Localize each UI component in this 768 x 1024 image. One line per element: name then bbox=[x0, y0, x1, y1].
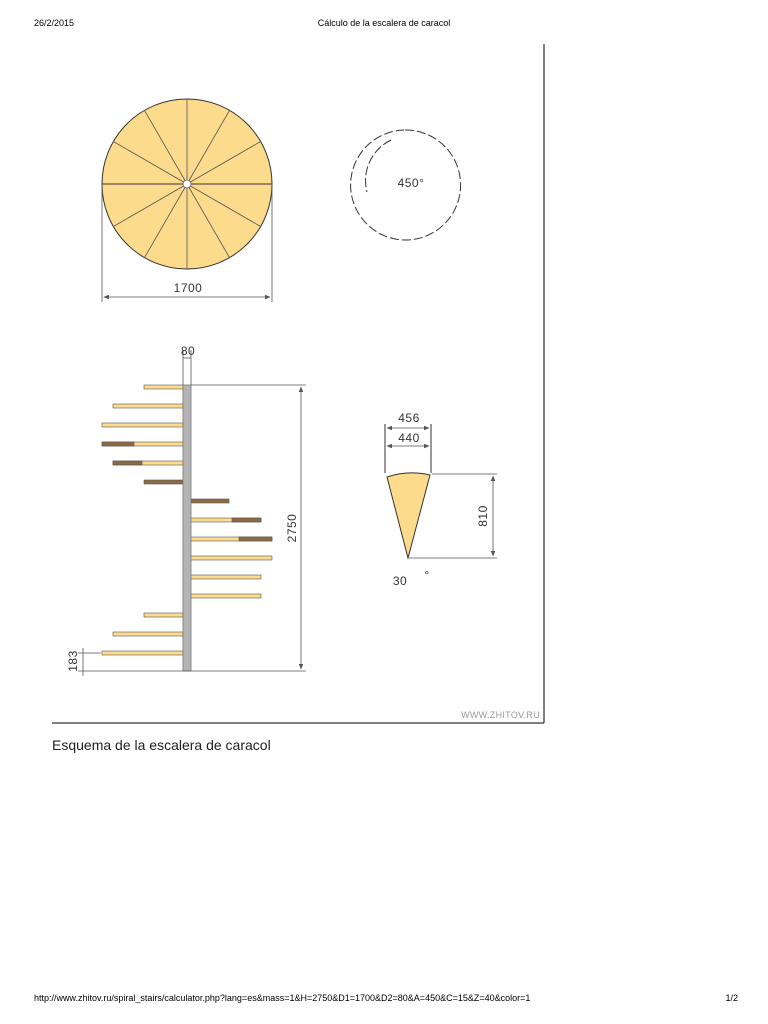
turn-angle-label: 450° bbox=[397, 176, 425, 190]
height-label: 2750 bbox=[285, 513, 299, 543]
stair-step bbox=[189, 594, 261, 598]
tread-detail bbox=[385, 411, 497, 588]
tread-inner-width-label: 440 bbox=[398, 431, 420, 445]
print-date: 26/2/2015 bbox=[34, 18, 75, 28]
stair-step bbox=[144, 385, 183, 389]
stair-step bbox=[189, 556, 272, 560]
stair-step bbox=[144, 613, 183, 617]
tread-angle-label: 30 bbox=[392, 574, 408, 588]
tread-angle-unit: ° bbox=[424, 568, 430, 582]
plan-view bbox=[102, 99, 272, 302]
step-rise-label: 183 bbox=[66, 650, 80, 672]
stair-step bbox=[239, 537, 272, 541]
stair-step bbox=[113, 404, 183, 408]
stair-step bbox=[113, 632, 183, 636]
tread-length-label: 810 bbox=[476, 505, 490, 527]
stair-step bbox=[189, 575, 261, 579]
page-number: 1/2 bbox=[725, 993, 738, 1003]
page-title: Cálculo de la escalera de caracol bbox=[317, 18, 451, 28]
stair-step bbox=[102, 423, 183, 427]
diagram-caption: Esquema de la escalera de caracol bbox=[52, 737, 271, 753]
stair-step bbox=[102, 442, 134, 446]
tread-outer-width-label: 456 bbox=[398, 411, 420, 425]
page-url: http://www.zhitov.ru/spiral_stairs/calculator.php?lang=es&mass=1&H=2750&D1=1700&D2=80&A=450&C=15&Z=40&color=1 bbox=[34, 993, 531, 1003]
central-column bbox=[183, 385, 191, 671]
elevation-view bbox=[66, 344, 306, 676]
rotation-indicator bbox=[351, 130, 461, 240]
stair-step bbox=[113, 461, 142, 465]
stair-step bbox=[187, 499, 229, 503]
watermark: WWW.ZHITOV.RU bbox=[461, 710, 540, 720]
stair-step bbox=[102, 651, 183, 655]
column-width-label: 80 bbox=[180, 344, 196, 358]
stair-step bbox=[144, 480, 187, 484]
diameter-label: 1700 bbox=[173, 281, 203, 295]
stair-step bbox=[232, 518, 261, 522]
